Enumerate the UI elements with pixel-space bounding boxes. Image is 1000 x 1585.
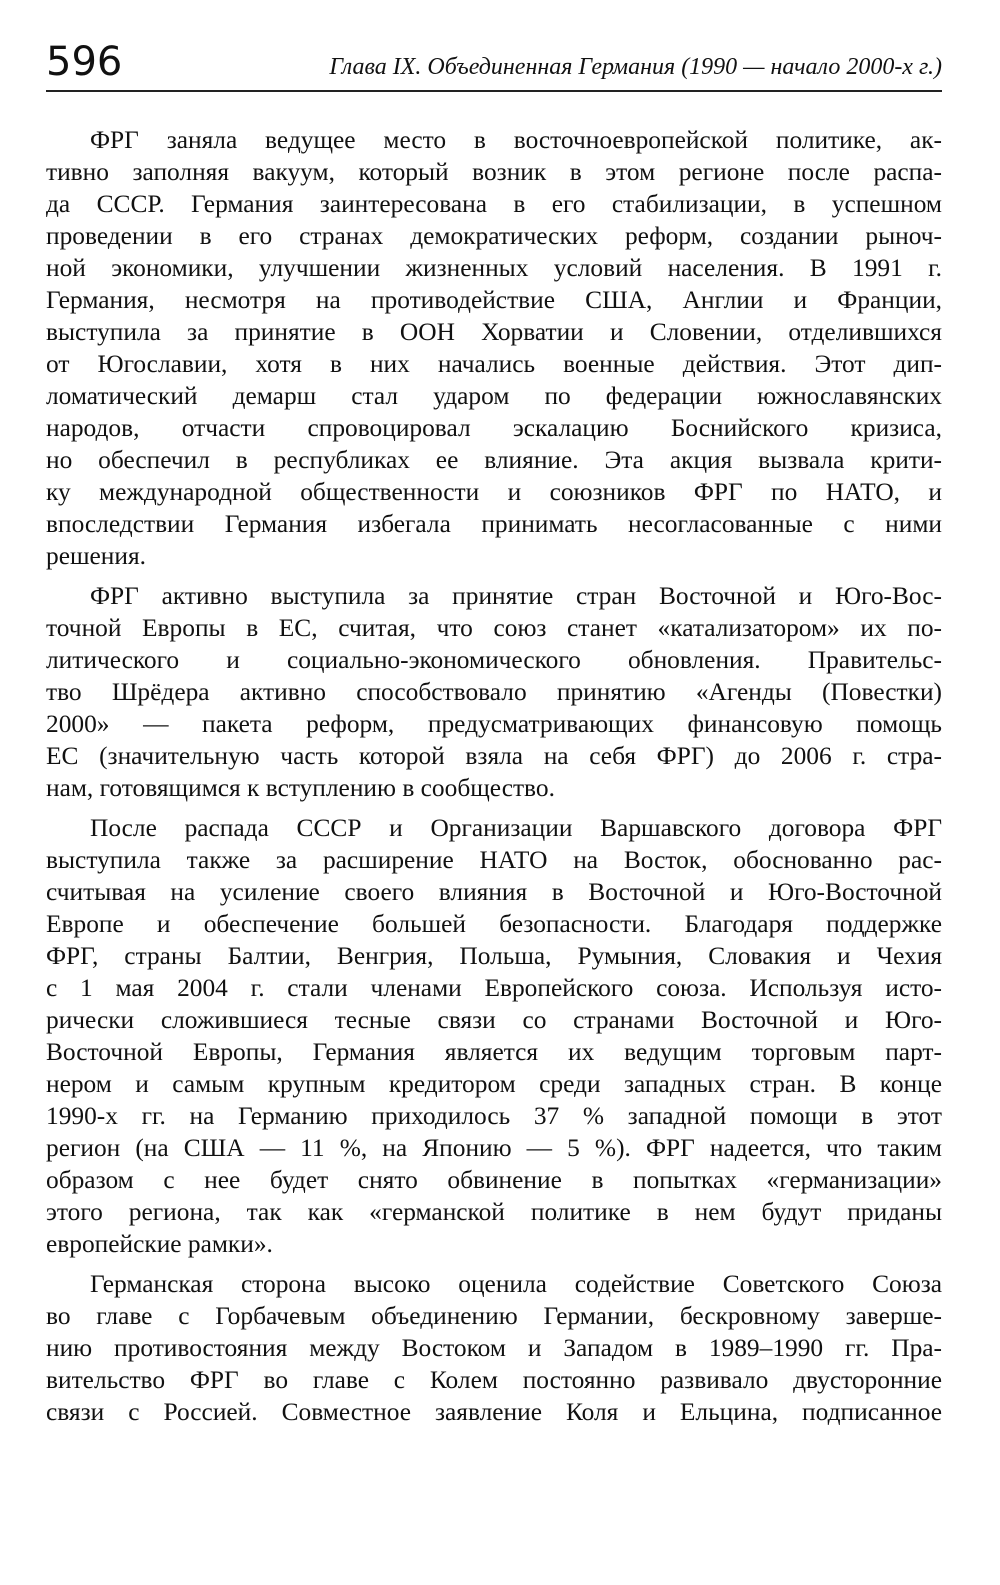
text-line: связи с Россией. Совместное заявление Коля и Ельцина, подписанное [46, 1398, 942, 1426]
text-line: ЕС (значительную часть которой взяла на себя ФРГ) до 2006 г. стра- [46, 742, 942, 770]
text-line: литического и социально-экономического обновления. Правительс- [46, 646, 942, 674]
page-header [46, 38, 942, 92]
text-line: европейские рамки». [46, 1230, 273, 1258]
body-text [46, 124, 942, 1428]
text-line: тивно заполняя вакуум, который возник в этом регионе после распа- [46, 158, 942, 186]
text-line: рически сложившиеся тесные связи со странами Восточной и Юго- [46, 1006, 942, 1034]
paragraph [46, 1268, 942, 1428]
text-line: 2000» — пакета реформ, предусматривающих финансовую помощь [46, 710, 942, 738]
text-line: народов, отчасти спровоцировал эскалацию Боснийского кризиса, [46, 414, 942, 442]
text-line: Европе и обеспечение большей безопасности. Благодаря поддержке [46, 910, 942, 938]
text-line: нером и самым крупным кредитором среди западных стран. В конце [46, 1070, 942, 1098]
text-line: ку международной общественности и союзников ФРГ по НАТО, и [46, 478, 942, 506]
text-line: считывая на усиление своего влияния в Восточной и Юго-Восточной [46, 878, 942, 906]
text-line: да СССР. Германия заинтересована в его стабилизации, в успешном [46, 190, 942, 218]
text-line: ной экономики, улучшении жизненных условий населения. В 1991 г. [46, 254, 942, 282]
text-line: ФРГ заняла ведущее место в восточноевропейской политике, ак- [90, 126, 942, 154]
text-line: решения. [46, 542, 146, 570]
text-line: После распада СССР и Организации Варшавского договора ФРГ [90, 814, 942, 842]
text-line: тво Шрёдера активно способствовало принятию «Агенды (Повестки) [46, 678, 942, 706]
text-line: этого региона, так как «германской политике в нем будут приданы [46, 1198, 942, 1226]
text-line: проведении в его странах демократических реформ, создании рыноч- [46, 222, 942, 250]
text-line: ломатический демарш стал ударом по федерации южнославянских [46, 382, 942, 410]
text-line: образом с нее будет снято обвинение в попытках «германизации» [46, 1166, 942, 1194]
text-line: точной Европы в ЕС, считая, что союз станет «катализатором» их по- [46, 614, 942, 642]
text-line: выступила за принятие в ООН Хорватии и Словении, отделившихся [46, 318, 942, 346]
text-line: выступила также за расширение НАТО на Восток, обоснованно рас- [46, 846, 942, 874]
text-line: с 1 мая 2004 г. стали членами Европейского союза. Используя исто- [46, 974, 942, 1002]
paragraph-gap [46, 1260, 942, 1268]
paragraph-gap [46, 804, 942, 812]
paragraph [46, 124, 942, 572]
text-line: Германия, несмотря на противодействие США, Англии и Франции, [46, 286, 942, 314]
text-line: Германская сторона высоко оценила содействие Советского Союза [90, 1270, 942, 1298]
text-line: ФРГ активно выступила за принятие стран Восточной и Юго-Вос- [90, 582, 942, 610]
paragraph-gap [46, 572, 942, 580]
running-head: Глава IX. Объединенная Германия (1990 — начало 2000-х г.) [329, 54, 942, 80]
paragraph [46, 812, 942, 1260]
text-line: Восточной Европы, Германия является их ведущим торговым парт- [46, 1038, 942, 1066]
text-line: нам, готовящимся к вступлению в сообщество. [46, 774, 555, 802]
text-line: регион (на США — 11 %, на Японию — 5 %). ФРГ надеется, что таким [46, 1134, 942, 1162]
text-line: нию противостояния между Востоком и Западом в 1989–1990 гг. Пра- [46, 1334, 942, 1362]
text-line: но обеспечил в республиках ее влияние. Эта акция вызвала крити- [46, 446, 942, 474]
text-line: ФРГ, страны Балтии, Венгрия, Польша, Румыния, Словакия и Чехия [46, 942, 942, 970]
text-line: вительство ФРГ во главе с Колем постоянно развивало двусторонние [46, 1366, 942, 1394]
text-line: от Югославии, хотя в них начались военные действия. Этот дип- [46, 350, 942, 378]
text-line: 1990-х гг. на Германию приходилось 37 % западной помощи в этот [46, 1102, 942, 1130]
page-number: 596 [46, 39, 123, 85]
paragraph [46, 580, 942, 804]
text-line: впоследствии Германия избегала принимать несогласованные с ними [46, 510, 942, 538]
text-line: во главе с Горбачевым объединению Германии, бескровному заверше- [46, 1302, 942, 1330]
